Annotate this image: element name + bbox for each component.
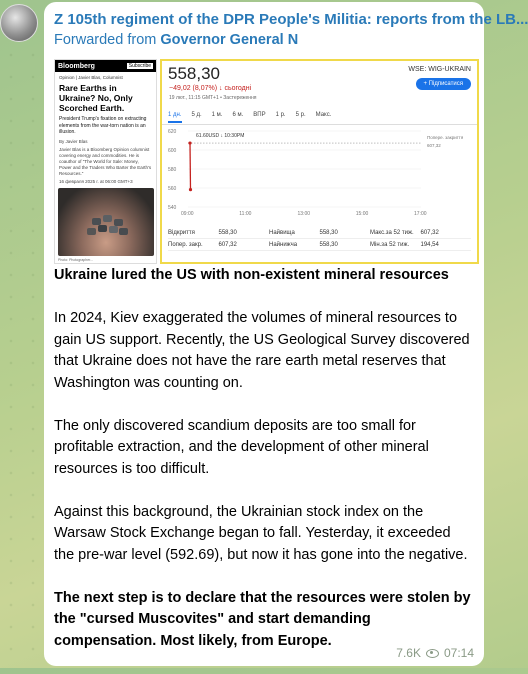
post-paragraph: Against this background, the Ukrainian stock index on the Warsaw Stock Exchange began to fall. Yesterday, it exceeded the pre-war level (592.69), but now it has gone into the negative.	[54, 503, 468, 563]
stat-value: 194,54	[420, 241, 439, 248]
price-line	[190, 143, 191, 190]
stat-label: Найнижча	[269, 241, 298, 248]
article-bio: Javier Blas is a Bloomberg Opinion columnist covering energy and commodities. He is coauthor of "The World for Sale: Money, Power and the Traders Who Barter the Earth's Resources."	[59, 146, 152, 176]
x-tick-label: 17:00	[414, 211, 427, 217]
attached-image[interactable]	[54, 59, 479, 264]
prev-close-label: Попере. закриття	[427, 135, 464, 141]
stock-ticker: WSE: WIG-UKRAIN	[408, 66, 471, 73]
tab-divider	[162, 124, 477, 125]
article-section: Opinion | Javier Blas, Columnist	[59, 75, 123, 80]
range-tabs	[168, 112, 331, 123]
hands-holding-rocks-photo	[58, 188, 154, 256]
forwarded-prefix: Forwarded from	[54, 32, 157, 48]
photo-caption: Photo: Photographer...	[58, 258, 94, 262]
tab-ytd: ВПР	[253, 112, 266, 118]
article-title: Rare Earths in Ukraine? No, Only Scorched Earth.	[59, 83, 133, 113]
channel-avatar[interactable]	[0, 4, 38, 42]
stock-change: −49,02 (8,07%) ↓ сьогодні	[169, 85, 252, 92]
stat-label: Попер. закр.	[168, 241, 203, 248]
stat-value: 607,32	[420, 229, 439, 236]
stat-label: Макс.за 52 тиж.	[370, 229, 414, 236]
stat-value: 558,30	[218, 229, 237, 236]
y-tick-label: 580	[168, 167, 177, 173]
stat-label: Відкриття	[168, 229, 195, 236]
post-paragraph: The only discovered scandium deposits are too small for profitable extraction, and the development of other mineral resources is too difficult.	[54, 417, 429, 477]
stock-timestamp: 19 лют., 11:15 GMT+1 • Застереження	[169, 95, 257, 101]
bloomberg-article	[54, 59, 157, 264]
y-tick-label: 540	[168, 205, 177, 211]
stats-row	[168, 239, 471, 251]
x-tick-label: 15:00	[355, 211, 369, 217]
post-headline: Ukraine lured the US with non-existent mineral resources	[54, 267, 449, 283]
subscribe-label: Subscribe	[128, 63, 151, 69]
y-tick-label: 560	[168, 186, 177, 192]
y-tick-label: 600	[168, 148, 177, 154]
y-tick-label: 620	[168, 129, 177, 135]
price-point	[188, 141, 191, 144]
view-count: 7.6K	[396, 646, 421, 660]
message-text	[54, 265, 474, 674]
x-tick-label: 09:00	[181, 211, 194, 217]
tooltip-value: 61.60USD ↓ 10:30PM	[196, 133, 245, 140]
bloomberg-logo: Bloomberg	[58, 62, 95, 70]
tab-1y: 1 р.	[275, 112, 286, 118]
stat-label: Мін.за 52 тиж.	[370, 241, 410, 248]
stats-table	[168, 227, 471, 251]
post-paragraph: In 2024, Kiev exaggerated the volumes of mineral resources to gain US support. Recently, the US Geological Survey discovered that Ukraine does not have the rare earth metal reserves that Washington was counting on.	[54, 310, 470, 391]
stock-price: 558,30	[168, 64, 220, 83]
tab-5d: 5 д.	[191, 112, 202, 118]
tab-1d: 1 дн.	[168, 112, 182, 123]
tab-5y: 5 р.	[295, 112, 306, 118]
article-lede: President Trump's fixation on extracting elements from the war-torn nation is an illusion.	[59, 116, 147, 135]
message-time: 07:14	[443, 646, 474, 660]
tab-1m: 1 м.	[211, 112, 223, 118]
forwarded-source[interactable]: Governor General N	[160, 32, 299, 48]
price-chart	[166, 127, 475, 223]
message-bubble[interactable]	[44, 2, 528, 666]
forwarded-line	[54, 30, 474, 50]
stat-label: Найвища	[269, 229, 295, 236]
price-point	[189, 188, 192, 191]
stats-row	[168, 227, 471, 239]
tab-max: Макс.	[315, 112, 332, 118]
follow-button: + Підписатися	[416, 78, 471, 90]
stat-value: 607,32	[218, 241, 237, 248]
stock-quote-panel	[160, 59, 479, 264]
article-date: 16 февраля 2025 г. at 06:00 GMT+3	[59, 178, 133, 184]
article-author: By Javier Blas	[59, 138, 88, 144]
stat-value: 558,30	[319, 229, 338, 236]
x-tick-label: 13:00	[297, 211, 311, 217]
tab-6m: 6 м.	[232, 112, 244, 118]
x-tick-label: 11:00	[239, 211, 252, 217]
post-conclusion: The next step is to declare that the resources were stolen by the "cursed Muscovites" and start demanding compensation. Most likely, from Europe.	[54, 589, 471, 649]
stat-value: 558,30	[319, 241, 338, 248]
message-meta	[396, 646, 474, 660]
eye-icon	[426, 649, 439, 658]
channel-name[interactable]: Z 105th regiment of the DPR People's Militia: reports from the LB...	[54, 11, 528, 28]
prev-close-value: 607,32	[427, 143, 441, 149]
